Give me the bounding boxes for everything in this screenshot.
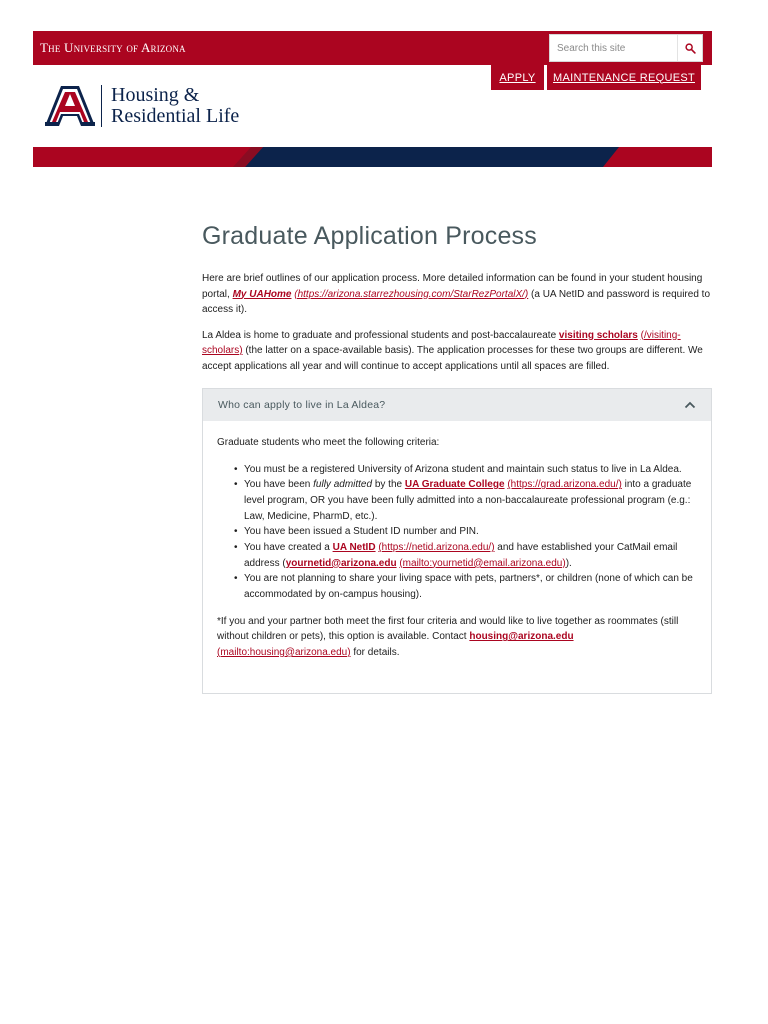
my-uahome-link[interactable]: My UAHome xyxy=(232,288,292,300)
intro-paragraph-1 xyxy=(202,271,712,318)
ua-netid-url[interactable]: (https://netid.arizona.edu/) xyxy=(378,542,495,554)
intro2-text: La Aldea is home to graduate and professional students and post-baccalaureate xyxy=(202,329,559,341)
logo-divider xyxy=(101,85,102,127)
decorative-stripe xyxy=(33,147,712,167)
item-text: into a graduate level program, OR you have been fully admitted into a non-baccalaureate professional program (e.g.: Law, Medicine, PharmD, etc.). xyxy=(244,479,692,522)
university-banner xyxy=(33,31,712,65)
apply-button[interactable]: APPLY xyxy=(491,65,544,90)
item-text: ). xyxy=(565,557,572,569)
maintenance-request-button[interactable]: MAINTENANCE REQUEST xyxy=(547,65,701,90)
search-input[interactable] xyxy=(550,35,677,61)
accordion-title: Who can apply to live in La Aldea? xyxy=(218,399,386,411)
criteria-lead: Graduate students who meet the following criteria: xyxy=(217,437,440,448)
item-emphasis: fully admitted xyxy=(313,479,373,491)
main-content xyxy=(202,222,712,694)
graduate-college-link[interactable]: UA Graduate College xyxy=(404,479,505,491)
intro2-text-after: (the latter on a space-available basis). The application processes for these two groups are different. We accept applications all year and will continue to accept applications until all spaces are filled. xyxy=(202,345,703,372)
visiting-scholars-url[interactable]: (/visiting-scholars) xyxy=(202,329,681,356)
criteria-item: • You are not planning to share your living space with pets, partners*, or children (none of which can be accommodated by on-campus housing). xyxy=(244,571,697,602)
criteria-item: • You have been issued a Student ID number and PIN. xyxy=(244,524,697,540)
visiting-scholars-link[interactable]: visiting scholars xyxy=(558,329,638,341)
criteria-item: • You must be a registered University of Arizona student and maintain such status to live in La Aldea. xyxy=(244,462,697,478)
catmail-email-url[interactable]: (mailto:yournetid@email.arizona.edu) xyxy=(399,557,566,569)
note-text-after: for details. xyxy=(350,646,400,658)
note-text: *If you and your partner both meet the first four criteria and would like to live together as roommates (still without children or pets), this option is available. Contact xyxy=(217,615,679,643)
item-text: and have established your CatMail email address ( xyxy=(244,542,678,569)
accordion-body xyxy=(203,421,711,693)
page-title: Graduate Application Process xyxy=(202,222,537,250)
intro1-text: Here are brief outlines of our application process. More detailed information can be found in your student housing portal, xyxy=(202,273,703,300)
logo-line-1: Housing & xyxy=(111,84,200,106)
university-wordmark[interactable] xyxy=(40,40,186,56)
item-text: You have created a xyxy=(244,542,333,554)
graduate-college-url[interactable]: (https://grad.arizona.edu/) xyxy=(507,479,622,491)
criteria-item xyxy=(244,477,697,524)
ua-netid-link[interactable]: UA NetID xyxy=(332,542,376,554)
housing-logo[interactable] xyxy=(43,84,239,128)
criteria-item xyxy=(244,540,697,571)
intro-paragraph-2 xyxy=(202,328,712,375)
logo-line-2: Residential Life xyxy=(111,105,240,127)
item-text: You have been xyxy=(244,479,314,491)
chevron-up-icon xyxy=(684,401,696,409)
logo-text xyxy=(111,85,239,127)
search-icon xyxy=(685,43,696,54)
catmail-email-link[interactable]: yournetid@arizona.edu xyxy=(285,557,397,569)
housing-email-url[interactable]: (mailto:housing@arizona.edu) xyxy=(217,646,351,658)
intro1-text-after: (a UA NetID and password is required to access it). xyxy=(202,288,711,315)
university-name: The University of Arizona xyxy=(40,40,186,55)
arizona-a-logo-icon xyxy=(43,84,97,128)
item-text: by the xyxy=(372,479,405,491)
my-uahome-url[interactable]: (https://arizona.starrezhousing.com/StarRezPortalX/) xyxy=(294,288,529,300)
criteria-list xyxy=(217,462,697,603)
eligibility-accordion xyxy=(202,388,712,694)
search-button[interactable] xyxy=(677,35,702,61)
housing-email-link[interactable]: housing@arizona.edu xyxy=(469,631,574,643)
site-search xyxy=(549,34,703,62)
accordion-header[interactable] xyxy=(203,389,711,421)
partner-note xyxy=(217,614,697,661)
